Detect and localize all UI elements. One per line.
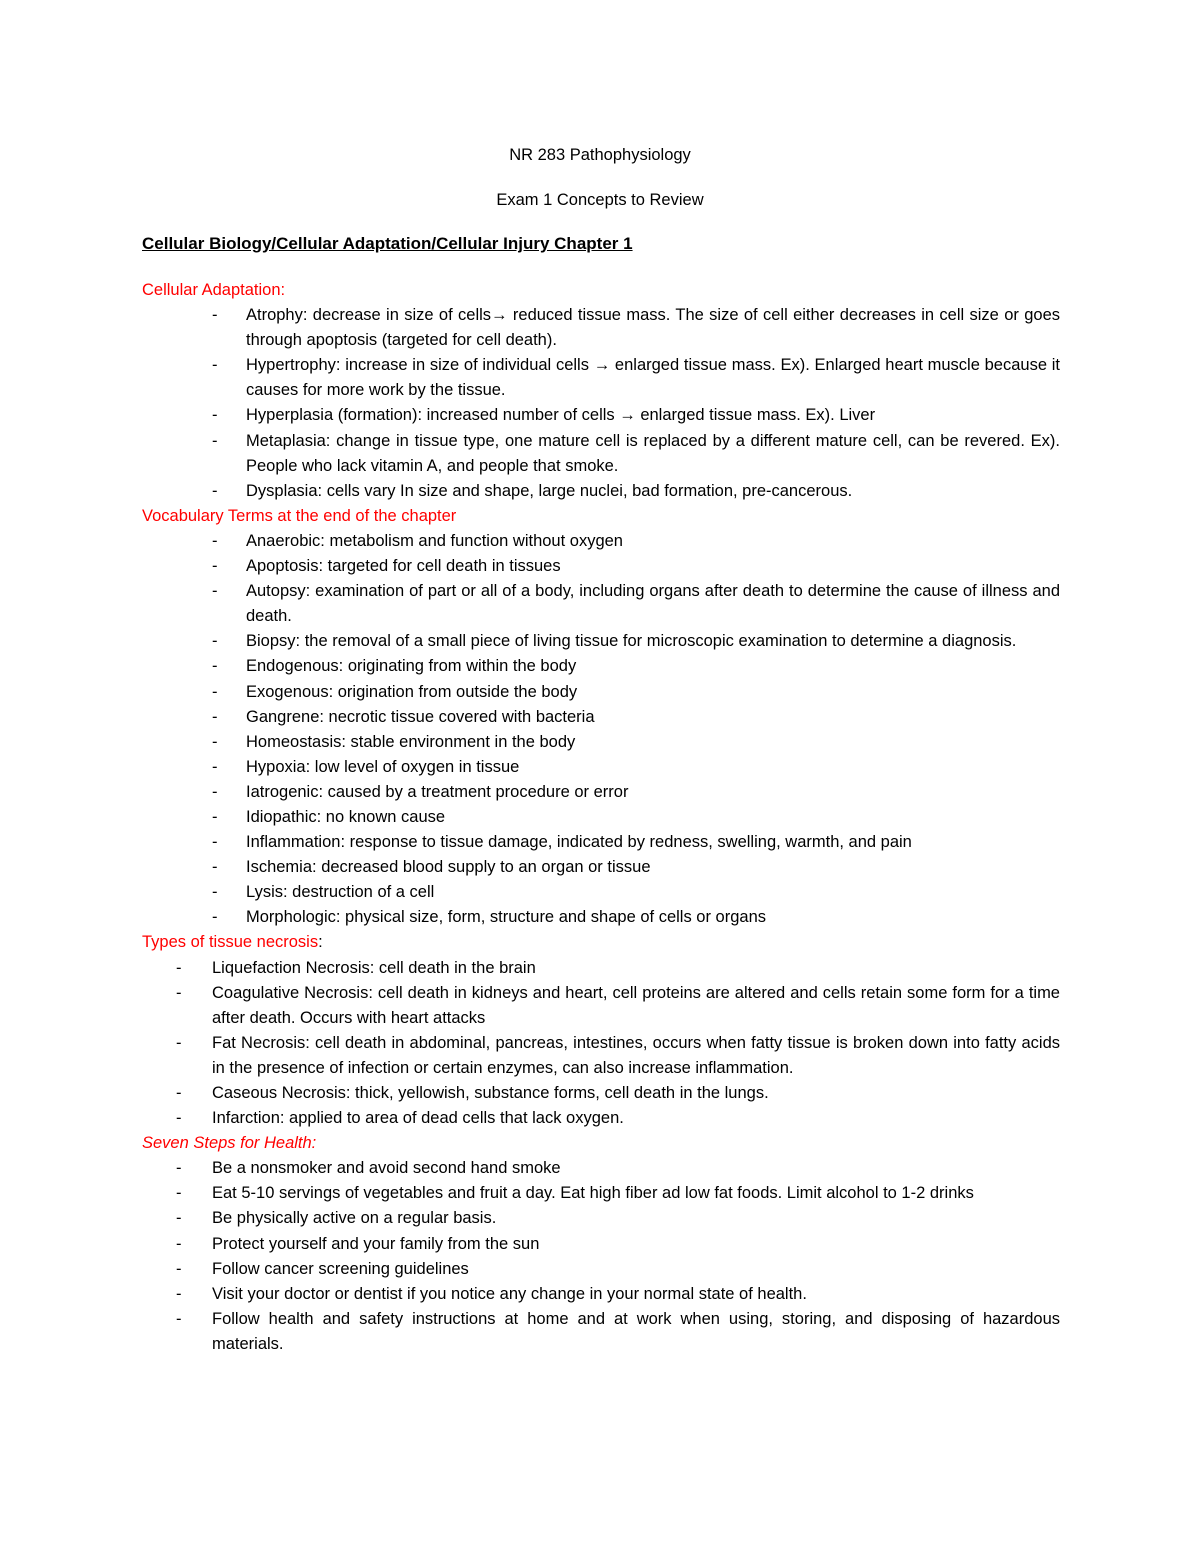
bullet-dash: - xyxy=(176,1259,182,1278)
bullet-dash: - xyxy=(176,983,182,1002)
section-title-suffix: : xyxy=(318,933,323,952)
bullet-dash: - xyxy=(212,908,218,927)
section-title xyxy=(142,504,1060,529)
section-title-text: Seven Steps for Health: xyxy=(142,1134,317,1153)
bullet-dash: - xyxy=(212,431,218,450)
list-item xyxy=(142,1282,1060,1307)
list-item xyxy=(142,554,1060,579)
list-item-text: Ischemia: decreased blood supply to an organ or tissue xyxy=(246,858,651,877)
section-cellular-adaptation xyxy=(142,278,1060,504)
list-item xyxy=(142,579,1060,629)
list-item-text: Be a nonsmoker and avoid second hand smoke xyxy=(212,1159,561,1178)
list-item-text: Hyperplasia (formation): increased number of cells → enlarged tissue mass. Ex). Liver xyxy=(246,406,876,425)
list-item xyxy=(142,755,1060,780)
list-item xyxy=(142,629,1060,654)
bullet-dash: - xyxy=(212,883,218,902)
list-item xyxy=(142,805,1060,830)
bullet-dash: - xyxy=(176,1234,182,1253)
bullet-dash: - xyxy=(212,406,218,425)
bullet-dash: - xyxy=(212,557,218,576)
bullet-dash: - xyxy=(212,531,218,550)
list-item-text: Follow cancer screening guidelines xyxy=(212,1259,469,1278)
list-item xyxy=(142,780,1060,805)
section-title xyxy=(142,1131,1060,1156)
list-item-text: Eat 5-10 servings of vegetables and fruit a day. Eat high fiber ad low fat foods. Limit alcohol to 1-2 drinks xyxy=(212,1184,974,1203)
list-item xyxy=(142,981,1060,1031)
bullet-dash: - xyxy=(212,682,218,701)
list-item-text: Apoptosis: targeted for cell death in tissues xyxy=(246,557,561,576)
section-seven-steps xyxy=(142,1131,1060,1357)
list-item-text: Lysis: destruction of a cell xyxy=(246,883,435,902)
bullet-dash: - xyxy=(212,833,218,852)
list-item xyxy=(142,730,1060,755)
list-item-text: Endogenous: originating from within the body xyxy=(246,657,577,676)
list-item-text: Inflammation: response to tissue damage, indicated by redness, swelling, warmth, and pain xyxy=(246,833,912,852)
list-item-text: Iatrogenic: caused by a treatment procedure or error xyxy=(246,782,629,801)
bullet-dash: - xyxy=(212,582,218,601)
bullet-dash: - xyxy=(176,1209,182,1228)
list-item-text: Exogenous: origination from outside the body xyxy=(246,682,578,701)
document-title: NR 283 Pathophysiology xyxy=(509,146,691,164)
list-item xyxy=(142,1181,1060,1206)
list-item xyxy=(142,880,1060,905)
bullet-dash: - xyxy=(176,1109,182,1128)
list-item-text: Follow health and safety instructions at home and at work when using, storing, and disposing of hazardous materials. xyxy=(212,1309,1060,1353)
list-item-text: Morphologic: physical size, form, structure and shape of cells or organs xyxy=(246,908,766,927)
list-item xyxy=(142,905,1060,930)
list-item xyxy=(142,1307,1060,1357)
bullet-dash: - xyxy=(212,782,218,801)
list-item xyxy=(142,1081,1060,1106)
list-item-text: Protect yourself and your family from the sun xyxy=(212,1234,540,1253)
list-item-text: Visit your doctor or dentist if you notice any change in your normal state of health. xyxy=(212,1284,807,1303)
bullet-dash: - xyxy=(212,632,218,651)
list-item-text: Atrophy: decrease in size of cells→ reduced tissue mass. The size of cell either decreases in cell size or goes through apoptosis (targeted for cell death). xyxy=(246,306,1060,350)
section-title xyxy=(142,278,1060,303)
list-item xyxy=(142,1031,1060,1081)
bullet-dash: - xyxy=(176,1159,182,1178)
section-title xyxy=(142,930,1060,955)
list-item-text: Fat Necrosis: cell death in abdominal, pancreas, intestines, occurs when fatty tissue is broken down into fatty acids in the presence of infection or certain enzymes, can also increase inflammation. xyxy=(212,1033,1060,1077)
list-item xyxy=(142,1106,1060,1131)
list-item-text: Autopsy: examination of part or all of a body, including organs after death to determine the cause of illness and death. xyxy=(246,582,1060,626)
bullet-dash: - xyxy=(212,657,218,676)
bullet-dash: - xyxy=(176,958,182,977)
list-item xyxy=(142,1257,1060,1282)
list-item xyxy=(142,1206,1060,1231)
list-item-text: Caseous Necrosis: thick, yellowish, substance forms, cell death in the lungs. xyxy=(212,1084,769,1102)
list-item xyxy=(142,479,1060,504)
bullet-dash: - xyxy=(176,1033,182,1052)
list-item xyxy=(142,654,1060,679)
section-title-text: Cellular Adaptation: xyxy=(142,281,286,299)
section-tissue-necrosis xyxy=(142,930,1060,1131)
list-item xyxy=(142,429,1060,479)
list-item xyxy=(142,855,1060,880)
bullet-dash: - xyxy=(176,1184,182,1203)
bullet-dash: - xyxy=(212,757,218,776)
list-item-text: Hypoxia: low level of oxygen in tissue xyxy=(246,757,520,776)
section-vocabulary xyxy=(142,504,1060,931)
list-item xyxy=(142,830,1060,855)
list-item xyxy=(142,403,1060,428)
bullet-dash: - xyxy=(212,732,218,751)
list-item xyxy=(142,529,1060,554)
list-item-text: Dysplasia: cells vary In size and shape, large nuclei, bad formation, pre-cancerous. xyxy=(246,481,853,500)
list-item-text: Anaerobic: metabolism and function without oxygen xyxy=(246,531,623,550)
list-item-text: Coagulative Necrosis: cell death in kidneys and heart, cell proteins are altered and cells retain some form for a time after death. Occurs with heart attacks xyxy=(212,983,1060,1027)
section-list xyxy=(142,529,1060,931)
bullet-dash: - xyxy=(212,858,218,877)
bullet-dash: - xyxy=(212,356,218,375)
section-title-text: Types of tissue necrosis xyxy=(142,933,319,952)
list-item-text: Gangrene: necrotic tissue covered with bacteria xyxy=(246,707,595,726)
list-item-text: Metaplasia: change in tissue type, one mature cell is replaced by a different mature cell, can be revered. Ex). People who lack vitamin A, and people that smoke. xyxy=(246,431,1060,475)
list-item-text: Homeostasis: stable environment in the body xyxy=(246,732,576,751)
list-item-text: Biopsy: the removal of a small piece of living tissue for microscopic examination to determine a diagnosis. xyxy=(246,632,1017,651)
bullet-dash: - xyxy=(176,1284,182,1303)
list-item-text: Liquefaction Necrosis: cell death in the brain xyxy=(212,958,536,977)
list-item-text: Infarction: applied to area of dead cells that lack oxygen. xyxy=(212,1109,624,1128)
document-subtitle: Exam 1 Concepts to Review xyxy=(496,191,704,209)
section-list xyxy=(142,1156,1060,1357)
bullet-dash: - xyxy=(212,481,218,500)
list-item-text: Idiopathic: no known cause xyxy=(246,807,446,826)
list-item xyxy=(142,705,1060,730)
list-item xyxy=(142,353,1060,403)
bullet-dash: - xyxy=(212,807,218,826)
list-item xyxy=(142,1232,1060,1257)
list-item-text: Be physically active on a regular basis. xyxy=(212,1209,497,1228)
section-list xyxy=(142,303,1060,504)
list-item xyxy=(142,680,1060,705)
chapter-heading: Cellular Biology/Cellular Adaptation/Cellular Injury Chapter 1 xyxy=(142,234,633,253)
list-item xyxy=(142,1156,1060,1181)
notes-body xyxy=(142,278,1060,1357)
section-title-text: Vocabulary Terms at the end of the chapter xyxy=(142,506,457,525)
list-item-text: Hypertrophy: increase in size of individual cells → enlarged tissue mass. Ex). Enlarged heart muscle because it causes for more work by the tissue. xyxy=(246,356,1060,400)
bullet-dash: - xyxy=(212,707,218,726)
section-list xyxy=(142,956,1060,1132)
list-item xyxy=(142,956,1060,981)
bullet-dash: - xyxy=(212,306,218,325)
list-item xyxy=(142,303,1060,353)
bullet-dash: - xyxy=(176,1084,182,1102)
bullet-dash: - xyxy=(176,1309,182,1328)
